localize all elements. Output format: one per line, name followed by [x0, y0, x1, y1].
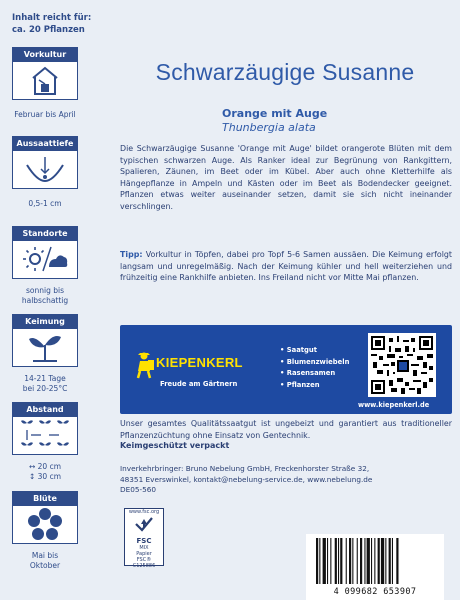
barcode-bar: [396, 538, 398, 584]
barcode-bar: [378, 538, 380, 584]
keimung-caption-1: 14-21 Tage: [24, 374, 66, 383]
bluete-title: Blüte: [13, 492, 77, 506]
standorte-caption: [2, 286, 88, 306]
vorkultur-title: Vorkultur: [13, 48, 77, 62]
sprout-icon: [25, 329, 65, 365]
imprint-line-2: 48351 Everswinkel, kontakt@nebelung-service.de, www.nebelung.de: [120, 474, 373, 484]
vorkultur-box: [12, 47, 78, 100]
barcode-bar: [381, 538, 384, 584]
packed-note: Keimgeschützt verpackt: [120, 441, 230, 450]
content-panel: [112, 46, 453, 597]
barcode-bar: [374, 538, 375, 584]
imprint: [120, 464, 452, 496]
abstand-caption: [2, 462, 88, 482]
product-latin-name: Thunbergia alata: [222, 121, 316, 134]
fsc-mix: MIX: [139, 545, 149, 551]
fsc-tree-check-icon: [133, 515, 155, 533]
aussaattiefe-title: Aussaattiefe: [13, 137, 77, 151]
product-title: Schwarzäugige Susanne: [155, 59, 415, 85]
plant-spacing-icon: [19, 417, 71, 453]
qr-code-icon: [371, 336, 433, 394]
bluete-caption-1: Mai bis: [31, 551, 59, 560]
standorte-caption-2: halbschattig: [21, 296, 69, 305]
barcode-bar: [371, 538, 372, 584]
feature-item: • Saatgut: [280, 346, 317, 354]
brand-slogan: Freude am Gärtnern: [160, 380, 238, 388]
barcode-bar: [340, 538, 342, 584]
tip-text: Vorkultur in Töpfen, dabei pro Topf 5-6 Samen aussäen. Die Keimung erfolgt langsam und unregelmäßig. Nach der Keimung kühler und hell weiterziehen und frühzeitig eine Rankhilfe anbieten. Ins Freiland nicht vor Mitte Mai pflanzen.: [120, 250, 453, 282]
keimung-caption: [2, 374, 88, 394]
abstand-title: Abstand: [13, 403, 77, 417]
bluete-box: [12, 491, 78, 544]
brand-name: KIEPENKERL: [156, 355, 243, 370]
fsc-label: [124, 508, 164, 569]
ean-barcode: [306, 534, 444, 600]
tip-label: Tipp:: [120, 250, 143, 259]
quality-statement: Unser gesamtes Qualitätssaatgut ist ungebeizt und garantiert aus traditioneller Pflanzenzüchtung ohne Einsatz von Gentechnik.: [120, 419, 452, 440]
fsc-url: www.fsc.org: [128, 509, 160, 515]
imprint-line-1: Inverkehrbringer: Bruno Nebelung GmbH, Freckenhorster Straße 32,: [120, 464, 370, 473]
kiepenkerl-figure-icon: [130, 351, 158, 379]
quantity-line-1: Inhalt reicht für:: [12, 13, 92, 23]
fsc-code: FSC® C125886: [132, 557, 156, 569]
keimung-title: Keimung: [13, 315, 77, 329]
barcode-bar: [346, 538, 347, 584]
imprint-line-3: DE05-560: [120, 485, 157, 494]
seed-depth-icon: [23, 151, 67, 187]
barcode-bars: [306, 534, 444, 586]
keimung-caption-2: bei 20-25°C: [22, 384, 68, 393]
barcode-bar: [338, 538, 339, 584]
feature-item: • Pflanzen: [280, 380, 320, 389]
barcode-bar: [364, 538, 365, 584]
barcode-bar: [392, 538, 393, 584]
website-link[interactable]: www.kiepenkerl.de: [358, 401, 430, 409]
abstand-caption-2: ↕ 30 cm: [28, 472, 62, 481]
vorkultur-caption: Februar bis April: [14, 110, 76, 119]
barcode-bar: [349, 538, 351, 584]
keimung-box: [12, 314, 78, 367]
aussaattiefe-caption: 0,5-1 cm: [28, 199, 62, 208]
sun-cloud-icon: [21, 241, 69, 277]
bluete-caption: [2, 551, 88, 571]
barcode-bar: [367, 538, 370, 584]
barcode-bar: [319, 538, 320, 584]
barcode-bar: [352, 538, 353, 584]
qr-code[interactable]: [368, 333, 436, 397]
standorte-caption-1: sonnig bis: [26, 286, 64, 295]
quantity-info: [12, 12, 91, 36]
barcode-bar: [360, 538, 362, 584]
fsc-name: FSC: [136, 537, 152, 545]
abstand-box: [12, 402, 78, 455]
barcode-bar: [327, 538, 328, 584]
fsc-paper: Papier: [136, 551, 152, 557]
greenhouse-icon: [25, 62, 65, 98]
barcode-bar: [323, 538, 326, 584]
quantity-line-2: ca. 20 Pflanzen: [12, 25, 85, 35]
barcode-bar: [330, 538, 331, 584]
feature-item: • Blumenzwiebeln: [280, 357, 350, 366]
bluete-caption-2: Oktober: [29, 561, 61, 570]
brand-banner: [120, 325, 452, 414]
aussaattiefe-box: [12, 136, 78, 189]
product-variety: Orange mit Auge: [222, 107, 328, 120]
product-description: Die Schwarzäugige Susanne 'Orange mit Auge' bildet orangerote Blüten mit dem typischen schwarzen Auge. Als Ranker ideal zur Begrünung von Rankgittern, Spalieren, Zäunen, im Beet oder im Kübel. Aber auch ohne Kletterhilfe als Hängepflanze in Ampeln und Kästen oder im Beet als Bodendecker geeignet. Pflanzen etwas weiter auseinander setzen, damit sie sich nicht ineinander verschlingen.: [120, 144, 452, 211]
left-column: [0, 0, 112, 588]
tip-paragraph: [120, 249, 452, 284]
barcode-bar: [335, 538, 337, 584]
flower-icon: [25, 506, 65, 542]
standorte-title: Standorte: [13, 227, 77, 241]
feature-list: [280, 345, 349, 391]
barcode-bar: [389, 538, 391, 584]
barcode-bar: [357, 538, 358, 584]
abstand-caption-1: ↔ 20 cm: [28, 462, 62, 471]
barcode-bar: [385, 538, 386, 584]
standorte-box: [12, 226, 78, 279]
feature-item: • Rasensamen: [280, 369, 336, 377]
barcode-bar: [316, 538, 318, 584]
barcode-number: 4 099682 653907: [333, 587, 417, 597]
